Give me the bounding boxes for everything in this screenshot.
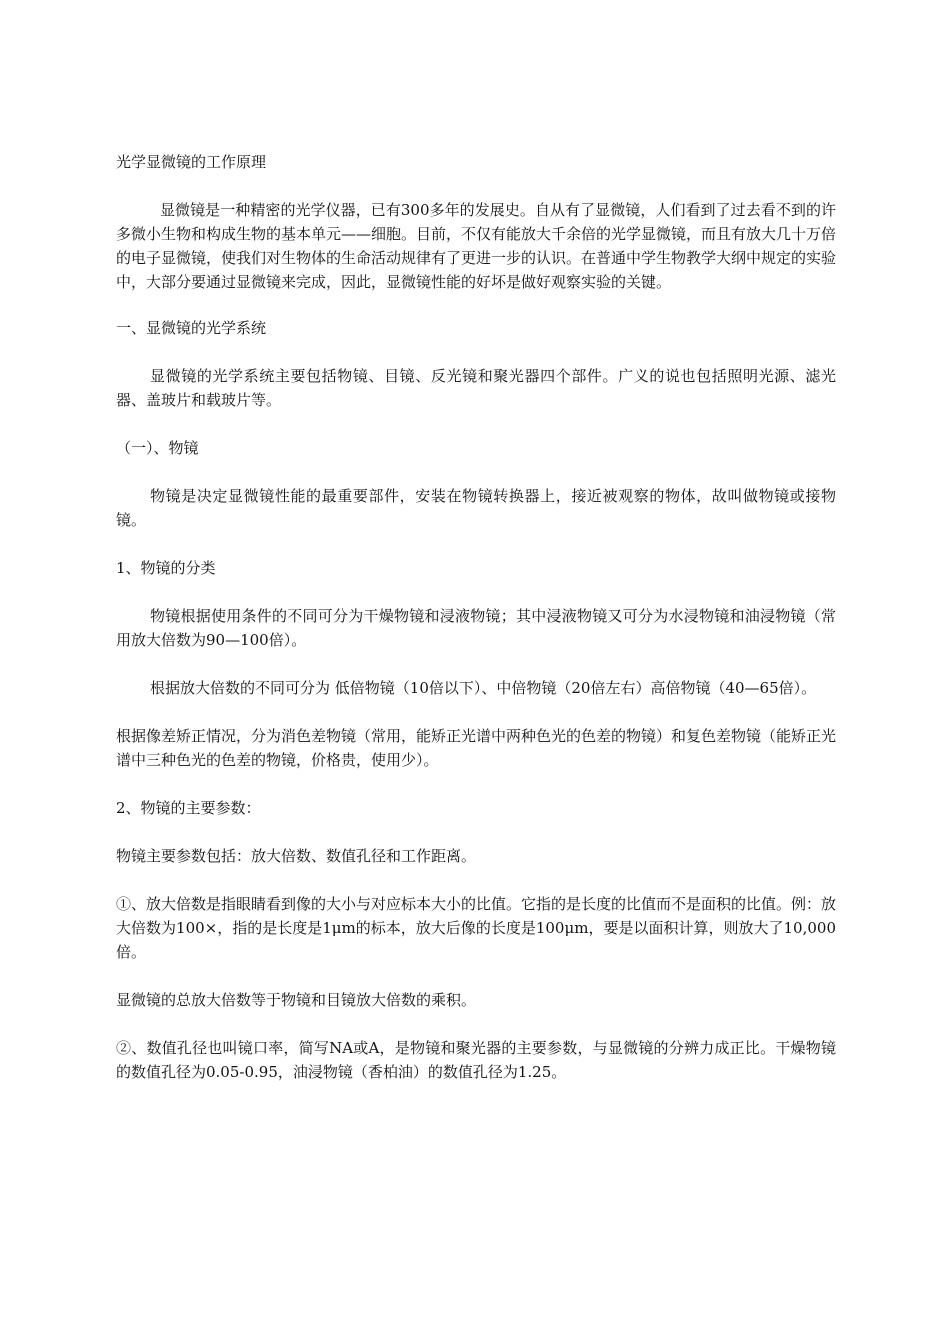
magnification-paragraph: ①、放大倍数是指眼睛看到像的大小与对应标本大小的比值。它指的是长度的比值而不是面积的比值。例：放大倍数为100×，指的是长度是1μm的标本，放大后像的长度是100μm，要是以面积计算，则放大了10,000倍。 xyxy=(116,895,837,961)
parameters-paragraph: 物镜主要参数包括：放大倍数、数值孔径和工作距离。 xyxy=(116,847,477,865)
section-paragraph: 显微镜的光学系统主要包括物镜、目镜、反光镜和聚光器四个部件。广义的说也包括照明光源、滤光器、盖玻片和载玻片等。 xyxy=(116,367,836,409)
classification-paragraph: 物镜根据使用条件的不同可分为干燥物镜和浸液物镜；其中浸液物镜又可分为水浸物镜和油浸物镜（常用放大倍数为90—100倍）。 xyxy=(116,607,836,649)
document-title: 光学显微镜的工作原理 xyxy=(116,153,267,171)
document-page xyxy=(116,150,836,1084)
subsection-paragraph: 物镜是决定显微镜性能的最重要部件，安装在物镜转换器上，接近被观察的物体，故叫做物镜或接物镜。 xyxy=(116,487,836,529)
magnification-classification-paragraph: 根据放大倍数的不同可分为 低倍物镜（10倍以下）、中倍物镜（20倍左右）高倍物镜（40—65倍）。 xyxy=(150,679,817,697)
section-heading: 一、显微镜的光学系统 xyxy=(116,319,267,337)
item-heading: 2、物镜的主要参数： xyxy=(116,799,261,817)
subsection-heading: （一）、物镜 xyxy=(116,439,199,457)
intro-paragraph: 显微镜是一种精密的光学仪器，已有300多年的发展史。自从有了显微镜，人们看到了过去看不到的许多微小生物和构成生物的基本单元——细胞。目前，不仅有能放大千余倍的光学显微镜，而且有放大几十万倍的电子显微镜，使我们对生物体的生命活动规律有了更进一步的认识。在普通中学生物教学大纲中规定的实验中，大部分要通过显微镜来完成，因此，显微镜性能的好坏是做好观察实验的关键。 xyxy=(116,201,837,291)
numerical-aperture-paragraph: ②、数值孔径也叫镜口率，简写NA或A，是物镜和聚光器的主要参数，与显微镜的分辨力成正比。干燥物镜的数值孔径为0.05-0.95，油浸物镜（香柏油）的数值孔径为1.25。 xyxy=(116,1039,836,1081)
aberration-paragraph: 根据像差矫正情况，分为消色差物镜（常用，能矫正光谱中两种色光的色差的物镜）和复色差物镜（能矫正光谱中三种色光的色差的物镜，价格贵，使用少）。 xyxy=(116,727,837,769)
total-magnification-paragraph: 显微镜的总放大倍数等于物镜和目镜放大倍数的乘积。 xyxy=(116,991,477,1009)
item-heading: 1、物镜的分类 xyxy=(116,559,216,577)
